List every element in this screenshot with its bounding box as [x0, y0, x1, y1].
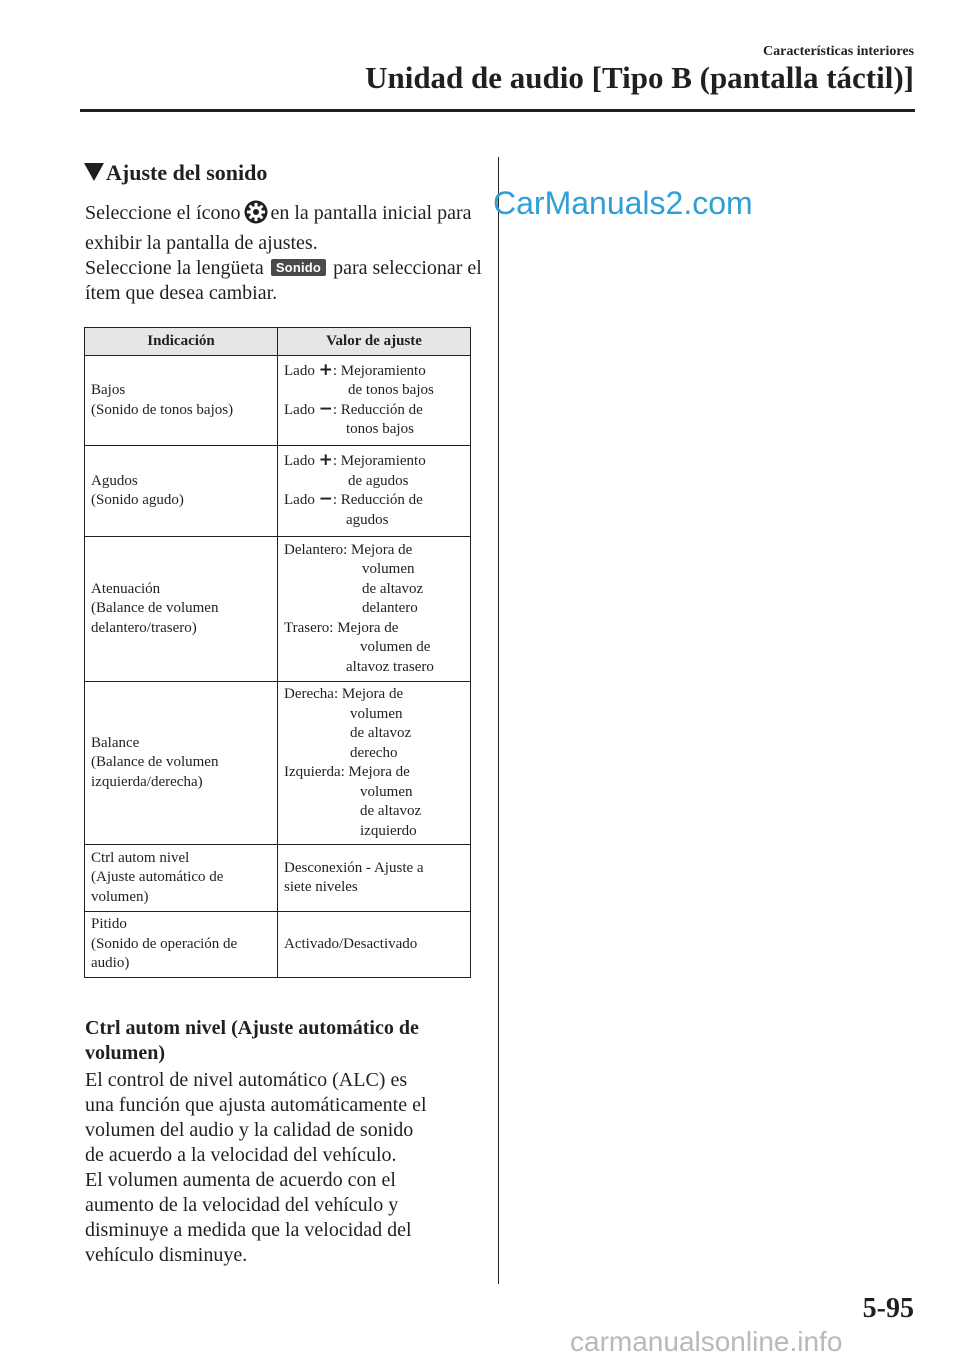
- indication-line: Balance: [91, 734, 140, 751]
- value-line: volumen: [362, 561, 415, 578]
- section-heading-text: Ajuste del sonido: [106, 160, 268, 185]
- indication-line: (Balance de volumen: [91, 754, 219, 771]
- table-row: [85, 446, 471, 537]
- value-line: de altavoz: [362, 580, 424, 597]
- value-cell: [278, 537, 471, 682]
- sonido-tab-image: Sonido: [271, 259, 326, 276]
- indication-line: Agudos: [91, 472, 138, 489]
- indication-cell: [85, 682, 278, 845]
- value-line: derecho: [350, 744, 398, 761]
- indication-line: Pitido: [91, 916, 127, 933]
- value-line: agudos: [346, 511, 389, 528]
- indication-cell: [85, 537, 278, 682]
- indication-line: (Sonido agudo): [91, 492, 184, 508]
- intro-text-4: para seleccionar el ítem que desea cambiar.: [85, 257, 482, 304]
- indication-line: volumen): [91, 888, 149, 905]
- value-text: : Mejoramiento: [332, 453, 426, 469]
- indication-line: delantero/trasero): [91, 619, 197, 636]
- body-line: una función que ajusta automáticamente el: [85, 1094, 427, 1116]
- sound-settings-table: [84, 327, 471, 978]
- intro-text-2: en la pantalla inicial para exhibir la pantalla de ajustes.: [85, 202, 472, 254]
- alc-description: [85, 1068, 500, 1268]
- value-line: volumen de: [360, 639, 431, 656]
- minus-icon: −: [318, 398, 333, 419]
- body-line: disminuye a medida que la velocidad del: [85, 1219, 412, 1241]
- body-line: vehículo disminuye.: [85, 1244, 248, 1266]
- indication-cell: [85, 356, 278, 446]
- value-line: [284, 359, 464, 382]
- table-row: [85, 356, 471, 446]
- side-label: Lado: [284, 453, 315, 469]
- header-divider: [80, 109, 915, 112]
- value-line: Activado/Desactivado: [284, 935, 418, 952]
- value-cell: [278, 446, 471, 537]
- indication-line: Atenuación: [91, 580, 161, 597]
- intro-text-1: Seleccione el ícono: [85, 202, 241, 224]
- value-line: tonos bajos: [346, 421, 414, 437]
- indication-cell: [85, 845, 278, 912]
- plus-icon: +: [318, 450, 333, 470]
- value-line: delantero: [362, 600, 418, 617]
- table-row: [85, 537, 471, 682]
- indication-cell: [85, 912, 278, 978]
- indication-line: izquierda/derecha): [91, 773, 203, 790]
- section-heading: [84, 160, 267, 186]
- plus-icon: +: [318, 359, 333, 380]
- gear-icon: [244, 200, 268, 231]
- page-number: 5-95: [862, 1293, 914, 1324]
- value-line: [284, 452, 464, 472]
- column-header-indication: Indicación: [85, 328, 278, 356]
- value-cell: [278, 912, 471, 978]
- indication-line: (Ajuste automático de: [91, 869, 224, 886]
- value-cell: [278, 682, 471, 845]
- value-text: : Reducción de: [332, 401, 423, 418]
- indication-line: audio): [91, 955, 130, 972]
- value-line: Derecha: Mejora de: [284, 686, 404, 702]
- side-label: Lado: [284, 362, 315, 379]
- subsection-heading: [85, 1016, 495, 1066]
- value-line: de altavoz: [360, 803, 422, 819]
- body-line: de acuerdo a la velocidad del vehículo.: [85, 1144, 397, 1166]
- body-line: El control de nivel automático (ALC) es: [85, 1069, 408, 1091]
- intro-paragraph: [85, 200, 495, 306]
- indication-line: Bajos: [91, 382, 126, 398]
- value-line: de tonos bajos: [348, 382, 434, 398]
- indication-cell: [85, 446, 278, 537]
- value-line: altavoz trasero: [346, 658, 434, 675]
- value-cell: [278, 356, 471, 446]
- triangle-down-icon: [84, 163, 104, 181]
- value-line: volumen: [350, 705, 403, 722]
- subsection-heading-line: Ctrl autom nivel (Ajuste automático de: [85, 1017, 419, 1039]
- indication-line: (Sonido de operación de: [91, 935, 238, 952]
- indication-line: (Balance de volumen: [91, 600, 219, 617]
- value-line: de altavoz: [350, 725, 412, 741]
- value-line: Trasero: Mejora de: [284, 619, 399, 636]
- body-line: volumen del audio y la calidad de sonido: [85, 1119, 414, 1141]
- chapter-label: Características interiores: [763, 44, 914, 59]
- body-line: El volumen aumenta de acuerdo con el: [85, 1169, 396, 1191]
- value-cell: [278, 845, 471, 912]
- table-row: [85, 682, 471, 845]
- value-line: Desconexión - Ajuste a: [284, 859, 424, 876]
- page-title: Unidad de audio [Tipo B (pantalla táctil)]: [365, 60, 914, 95]
- indication-line: Ctrl autom nivel: [91, 849, 190, 866]
- watermark-top: CarManuals2.com: [493, 185, 753, 221]
- value-line: izquierdo: [360, 822, 417, 839]
- subsection-heading-line: volumen): [85, 1042, 165, 1064]
- value-line: Izquierda: Mejora de: [284, 764, 410, 780]
- value-line: [284, 398, 464, 421]
- value-line: Delantero: Mejora de: [284, 541, 413, 558]
- table-header-row: [85, 328, 471, 356]
- value-line: volumen: [360, 783, 413, 800]
- table-row: [85, 912, 471, 978]
- value-text: : Mejoramiento: [332, 362, 426, 379]
- indication-line: (Sonido de tonos bajos): [91, 401, 234, 418]
- body-line: aumento de la velocidad del vehículo y: [85, 1194, 399, 1216]
- watermark-bottom: carmanualsonline.info: [570, 1326, 843, 1357]
- side-label: Lado: [284, 401, 315, 418]
- value-line: [284, 491, 464, 511]
- value-line: siete niveles: [284, 879, 358, 895]
- intro-text-3: Seleccione la lengüeta: [85, 257, 264, 279]
- minus-icon: −: [318, 489, 333, 509]
- table-row: [85, 845, 471, 912]
- value-text: : Reducción de: [332, 492, 423, 508]
- value-line: de agudos: [348, 472, 409, 489]
- column-header-value: Valor de ajuste: [278, 328, 471, 356]
- side-label: Lado: [284, 492, 315, 508]
